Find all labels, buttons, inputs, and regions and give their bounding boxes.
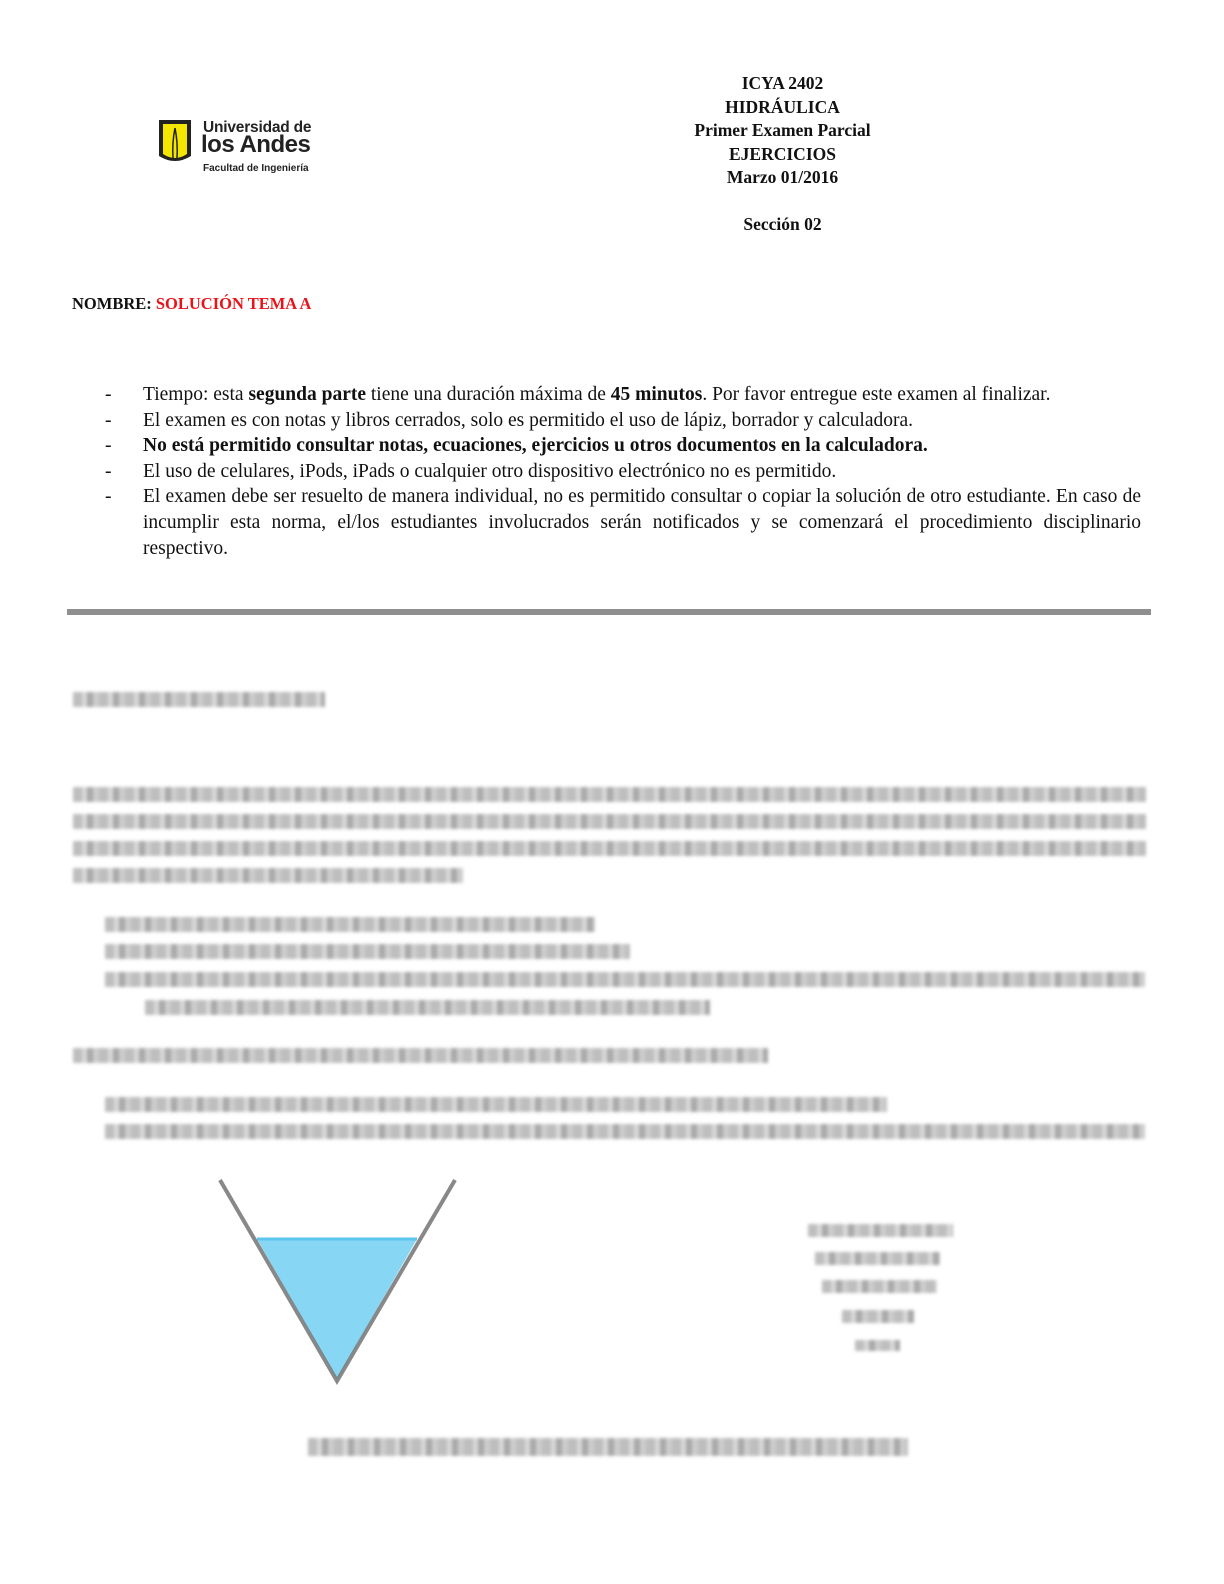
rule-item bbox=[105, 382, 1141, 408]
course-code: ICYA 2402 bbox=[741, 73, 824, 93]
redacted-line bbox=[105, 1124, 1145, 1139]
rule-bullet: - bbox=[105, 486, 112, 508]
redacted-given-value bbox=[855, 1340, 900, 1351]
exam-section: Sección 02 bbox=[743, 213, 822, 234]
name-label: NOMBRE: bbox=[72, 294, 152, 313]
redacted-line bbox=[73, 787, 1146, 802]
rule-item bbox=[105, 484, 1141, 561]
course-name: HIDRÁULICA bbox=[725, 96, 840, 117]
rule-item bbox=[105, 433, 1141, 459]
exam-header bbox=[640, 72, 925, 236]
triangular-channel-figure bbox=[215, 1175, 460, 1390]
rule-bullet: - bbox=[105, 384, 112, 405]
redacted-given-value bbox=[822, 1280, 937, 1293]
logo-line-2: los Andes bbox=[201, 131, 311, 158]
student-name-line bbox=[72, 294, 311, 314]
exam-title: Primer Examen Parcial bbox=[694, 120, 871, 140]
section-divider bbox=[67, 609, 1151, 615]
redacted-given-value bbox=[842, 1310, 914, 1323]
rule-bullet: - bbox=[105, 409, 112, 431]
rule-text: El examen es con notas y libros cerrados, solo es permitido el uso de lápiz, borrador y calculadora. bbox=[143, 409, 914, 431]
redacted-heading bbox=[73, 692, 325, 707]
redacted-given-value bbox=[808, 1224, 953, 1237]
rule-item bbox=[105, 408, 1141, 434]
redacted-line bbox=[105, 917, 595, 932]
university-logo bbox=[157, 115, 317, 180]
redacted-line bbox=[145, 1000, 710, 1015]
redacted-line bbox=[73, 814, 1146, 829]
name-value: SOLUCIÓN TEMA A bbox=[155, 294, 312, 313]
redacted-line bbox=[73, 841, 1146, 856]
rule-text: No está permitido consultar notas, ecuaciones, ejercicios u otros documentos en la calculadora. bbox=[143, 435, 928, 457]
shield-icon bbox=[157, 118, 193, 166]
rule-item bbox=[105, 459, 1141, 485]
redacted-line bbox=[105, 972, 1145, 987]
rule-text: Tiempo: esta segunda parte tiene una duración máxima de 45 minutos. Por favor entregue este examen al finalizar. bbox=[143, 384, 1051, 405]
rule-text: El examen debe ser resuelto de manera individual, no es permitido consultar o copiar la solución de otro estudiante. En caso de incumplir esta norma, el/los estudiantes involucrados serán notificados y se comenzará el procedimiento disciplinario respectivo. bbox=[143, 486, 1141, 559]
rule-text: El uso de celulares, iPods, iPads o cualquier otro dispositivo electrónico no es permitido. bbox=[143, 460, 837, 482]
rule-bullet: - bbox=[105, 460, 112, 482]
redacted-line bbox=[105, 1097, 887, 1112]
logo-line-3: Facultad de Ingeniería bbox=[203, 163, 309, 174]
redacted-line bbox=[105, 944, 630, 959]
rule-bullet: - bbox=[105, 435, 112, 457]
redacted-line bbox=[73, 1048, 768, 1063]
exam-date: Marzo 01/2016 bbox=[726, 167, 839, 187]
redacted-equation bbox=[308, 1438, 908, 1456]
logo-line-1: Universidad de bbox=[203, 119, 312, 136]
exam-part: EJERCICIOS bbox=[729, 143, 836, 164]
exam-rules-list bbox=[105, 382, 1141, 561]
redacted-given-value bbox=[815, 1252, 940, 1265]
redacted-line bbox=[73, 868, 463, 883]
